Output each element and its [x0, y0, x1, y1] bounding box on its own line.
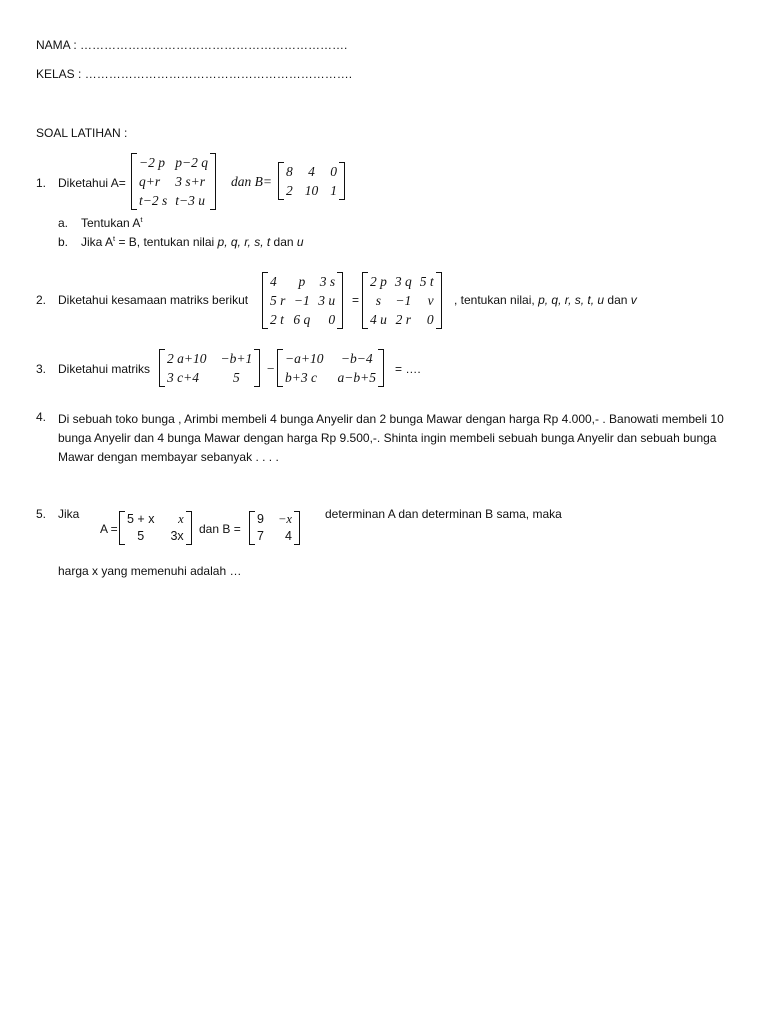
matrix-cell: s: [375, 293, 382, 308]
matrix-cell: a−b+5: [337, 370, 376, 385]
q1b-text-b: = B, tentukan nilai: [115, 235, 218, 249]
q5-matrix-b: [249, 511, 300, 545]
matrix-cell: 5: [232, 370, 240, 385]
matrix-cell: 2 t: [270, 312, 284, 327]
q1b-text: [81, 235, 304, 249]
name-field-line: NAMA : ………………………………………………………….: [36, 38, 348, 52]
q1a-superscript: t: [140, 215, 143, 224]
matrix-cell: −x: [277, 512, 292, 526]
q2-text-after-b: dan: [604, 293, 631, 307]
q2-equals: =: [352, 293, 360, 307]
q1a-text: [81, 216, 142, 230]
matrix-cell: 8: [286, 164, 293, 179]
matrix-cell: x: [178, 512, 184, 526]
matrix-cell: −1: [395, 293, 412, 308]
q1-matrix-b: [278, 162, 345, 200]
class-field-line: KELAS : ………………………………………………………….: [36, 67, 353, 81]
matrix-cell: 4: [270, 274, 277, 289]
matrix-cell: q+r: [139, 174, 161, 189]
q2-vars: p, q, r, s, t, u: [538, 293, 605, 307]
q3-matrix-right: [277, 349, 384, 387]
q1a-text-main: Tentukan A: [81, 216, 141, 230]
q1-dan-b: dan B=: [231, 174, 272, 189]
matrix-cell: −b+1: [220, 351, 253, 366]
matrix-cell: 4: [308, 164, 315, 179]
matrix-cell: 9: [257, 512, 264, 526]
q1b-var-u: u: [296, 235, 304, 249]
q1b-text-a: Jika A: [81, 235, 114, 249]
q5-number: 5.: [36, 507, 47, 521]
q1b-superscript: t: [113, 234, 116, 243]
q4-number: 4.: [36, 410, 47, 424]
matrix-cell: b+3 c: [285, 370, 317, 385]
matrix-cell: 0: [328, 312, 336, 327]
q1b-text-c: dan: [270, 235, 297, 249]
matrix-cell: −a+10: [285, 351, 324, 366]
matrix-cell: 4 u: [370, 312, 387, 327]
matrix-cell: 3 q: [394, 274, 412, 289]
q3-matrix-left: [159, 349, 260, 387]
q1b-vars: p, q, r, s, t: [217, 235, 271, 249]
q2-text-after: [454, 293, 637, 307]
matrix-cell: 0: [330, 164, 337, 179]
q1-text: Diketahui A=: [58, 176, 126, 190]
matrix-cell: 4: [284, 529, 292, 543]
q5-a-label: A =: [100, 522, 118, 536]
matrix-cell: 5 + x: [127, 512, 155, 526]
q3-text-after: = ….: [395, 362, 421, 376]
matrix-cell: p−2 q: [175, 155, 208, 170]
matrix-cell: −b−4: [340, 351, 373, 366]
matrix-cell: 3 c+4: [167, 370, 199, 385]
matrix-cell: v: [427, 293, 434, 308]
section-title: SOAL LATIHAN :: [36, 126, 128, 140]
matrix-cell: −1: [293, 293, 310, 308]
q5-text-right: determinan A dan determinan B sama, maka: [325, 507, 562, 521]
q3-number: 3.: [36, 362, 47, 376]
matrix-cell: 3x: [170, 529, 184, 543]
q2-text: Diketahui kesamaan matriks berikut: [58, 293, 249, 307]
matrix-cell: 0: [426, 312, 434, 327]
q3-text: Diketahui matriks: [58, 362, 151, 376]
q2-matrix-left: [262, 272, 343, 329]
q1-number: 1.: [36, 176, 47, 190]
matrix-cell: 2 p: [370, 274, 387, 289]
q3-minus: −: [266, 361, 276, 376]
q1b-label: b.: [58, 235, 69, 249]
matrix-cell: 2 r: [395, 312, 411, 327]
matrix-cell: 7: [257, 529, 264, 543]
matrix-cell: 2: [286, 183, 293, 198]
matrix-cell: 3 s: [319, 274, 336, 289]
matrix-cell: 10: [304, 183, 319, 198]
q1a-label: a.: [58, 216, 69, 230]
matrix-cell: −2 p: [139, 155, 165, 170]
q2-matrix-right: [362, 272, 442, 329]
matrix-cell: 3 u: [318, 293, 336, 308]
q2-number: 2.: [36, 293, 47, 307]
matrix-cell: p: [298, 274, 306, 289]
q5-jika: Jika: [58, 507, 80, 521]
matrix-cell: t−2 s: [139, 193, 168, 208]
matrix-cell: 3 s+r: [175, 174, 205, 189]
matrix-cell: 5 r: [270, 293, 286, 308]
q2-var-v: v: [630, 293, 637, 307]
matrix-cell: t−3 u: [175, 193, 205, 208]
matrix-cell: 5: [137, 529, 145, 543]
matrix-cell: 5 t: [419, 274, 434, 289]
matrix-cell: 2 a+10: [167, 351, 207, 366]
matrix-cell: 1: [330, 183, 337, 198]
q5-dan-b: dan B =: [199, 522, 241, 536]
q4-text: Di sebuah toko bunga , Arimbi membeli 4 bunga Anyelir dan 2 bunga Mawar dengan harga Rp 4.000,- . Banowati membeli 10 bunga Anyelir dan 4 bunga Mawar dengan harga Rp 9.500,-. Shinta ingin membeli sebuah bunga Anyelir dan sebuah bunga Mawar dengan membayar sebanyak . . . .: [58, 412, 724, 464]
matrix-cell: 6 q: [293, 312, 311, 327]
q5-matrix-a: [119, 511, 192, 545]
q2-text-after-a: , tentukan nilai,: [454, 293, 539, 307]
q5-text-bottom: harga x yang memenuhi adalah …: [58, 564, 242, 578]
q1-matrix-a: [131, 153, 216, 210]
